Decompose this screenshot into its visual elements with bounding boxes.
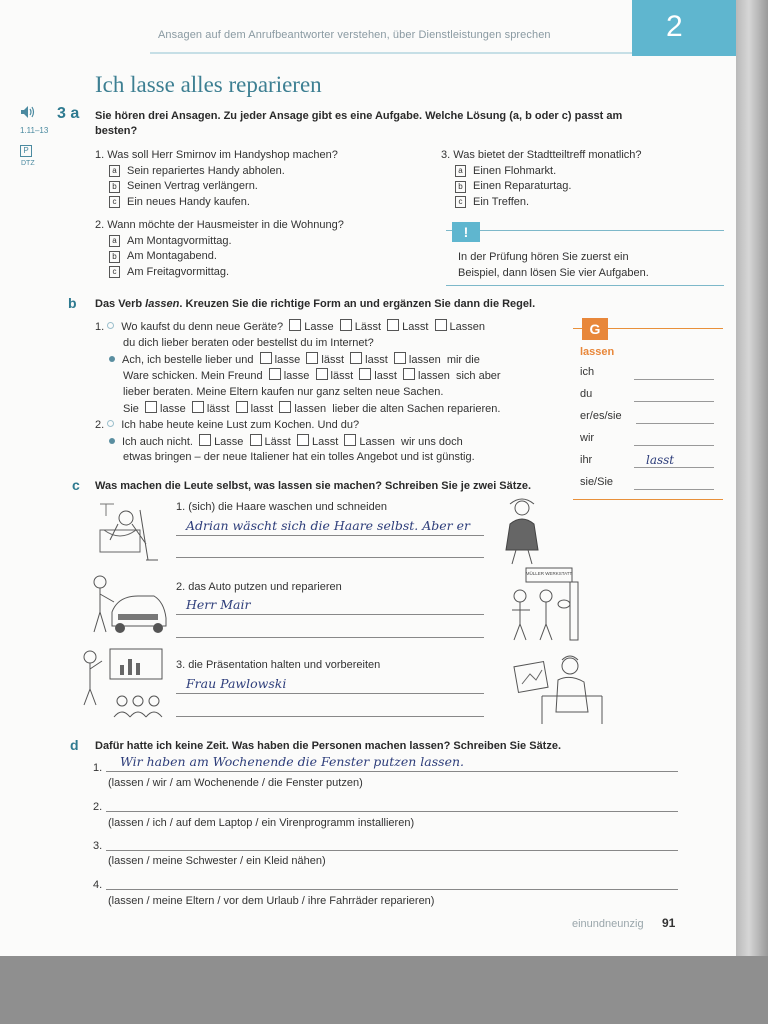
option-1b[interactable]: b Seinen Vertrag verlängern. [109,179,338,195]
answer-line [176,557,484,558]
answer-line [106,850,678,851]
grammar-row-ihr[interactable]: ihr lasst [580,454,714,470]
illustration-hair-washing [96,500,166,566]
illustration-hairdresser [496,494,546,566]
exam-marker-p: P [20,145,32,157]
exercise-c-answer-1[interactable]: Adrian wäscht sich die Haare selbst. Aber er [186,518,470,533]
checkbox-lasse-3[interactable] [269,368,281,380]
grammar-row-ich[interactable]: ich [580,366,714,382]
checkbox-lasst-5[interactable] [297,434,309,446]
grammar-tag: G [582,318,608,340]
grammar-row-er-es-sie[interactable]: er/es/sie [580,410,714,426]
exam-hint-text: In der Prüfung hören Sie zuerst ein Beispiel, dann lösen Sie vier Aufgaben. [458,251,649,279]
workshop-sign: MÜLLER WERKSTATT [525,571,573,576]
audio-speaker-icon [20,105,36,119]
option-1c[interactable]: c Ein neues Handy kaufen. [109,195,338,211]
exercise-c-prompt-2: 2. das Auto putzen und reparieren [176,581,342,593]
exercise-b-letter: b [68,295,77,311]
exercise-d-number: 4. [93,879,103,891]
exercise-b-dialog: 1. Wo kaufst du denn neue Geräte? Lasse Lässt Lasst Lassen du dich lieber beraten oder bestellst du im Internet? Ach, ich bestelle lieber und lasse lässt lasst lassen mir die Ware schicken. Mein Freund lasse lässt lasst lassen sich aber lieber beraten. Meine Eltern kaufen nur ganz selten neue Sachen. Sie lasse lässt lasst lassen lieber die alten Sachen reparieren. 2. Ich habe heute keine Lust zum Kochen. Und du? Ich auch nicht. Lasse Lässt Lasst Lassen wir uns doch etwas bringen – der neue Italiener hat ein tolles Angebot und ist günstig. [95,321,501,464]
answer-line [176,535,484,536]
checkbox-lassen-4[interactable] [279,401,291,413]
exercise-d-letter: d [70,737,79,753]
grammar-row-wir[interactable]: wir [580,432,714,448]
checkbox-lasse-5[interactable] [199,434,211,446]
exercise-3a-instruction: Sie hören drei Ansagen. Zu jeder Ansage gibt es eine Aufgabe. Welche Lösung (a, b oder c) passt am besten? [95,110,623,137]
exercise-c-answer-2[interactable]: Herr Mair [186,597,251,612]
answer-line [176,693,484,694]
question-2: 2. Wann möchte der Hausmeister in die Wohnung? a Am Montagvormittag. b Am Montagabend. c Am Freitagvormittag. [95,218,344,280]
checkbox-lassen-3[interactable] [403,368,415,380]
page-title: Ich lasse alles reparieren [95,72,322,97]
question-1: 1. Was soll Herr Smirnov im Handyshop machen? a Sein repariertes Handy abholen. b Seinen Vertrag verlängern. c Ein neues Handy kaufen. [95,148,338,210]
exercise-c-instruction: Was machen die Leute selbst, was lassen sie machen? Schreiben Sie je zwei Sätze. [95,480,532,492]
exercise-c-prompt-3: 3. die Präsentation halten und vorbereiten [176,659,381,671]
dtz-label: DTZ [21,160,35,167]
exercise-d-hint-4: (lassen / meine Eltern / vor dem Urlaub / ihre Fahrräder reparieren) [108,895,435,907]
option-1a[interactable]: a Sein repariertes Handy abholen. [109,164,338,180]
book-spine-edge [736,0,768,956]
page-header-subtitle: Ansagen auf dem Anrufbeantworter verstehen, über Dienstleistungen sprechen [158,29,551,41]
exercise-d-hint-3: (lassen / meine Schwester / ein Kleid nähen) [108,855,326,867]
exclamation-icon: ! [452,222,480,242]
answer-line [106,811,678,812]
answer-line [106,771,678,772]
grammar-row-sie-Sie[interactable]: sie/Sie [580,476,714,492]
chapter-tab [632,0,736,56]
exercise-c-answer-3[interactable]: Frau Pawlowski [186,676,287,691]
checkbox-laesst-5[interactable] [250,434,262,446]
header-divider [150,52,640,54]
checkbox-lassen-2[interactable] [394,352,406,364]
checkbox-lassen[interactable] [435,319,447,331]
option-2c[interactable]: c Am Freitagvormittag. [109,265,344,281]
exercise-d-number: 3. [93,840,103,852]
exercise-d-number: 2. [93,801,103,813]
answer-line [176,637,484,638]
chapter-number: 2 [666,10,683,43]
exercise-d-hint-2: (lassen / ich / auf dem Laptop / ein Virenprogramm installieren) [108,817,415,829]
checkbox-lasst-4[interactable] [236,401,248,413]
exercise-d-answer-1[interactable]: Wir haben am Wochenende die Fenster putzen lassen. [120,754,465,769]
page-number-word: einundneunzig [572,918,644,930]
option-3c[interactable]: c Ein Treffen. [455,195,642,211]
option-3b[interactable]: b Einen Reparaturtag. [455,179,642,195]
checkbox-lasse-4[interactable] [145,401,157,413]
exercise-number: 3 a [57,105,80,122]
grammar-heading: lassen [580,346,615,358]
checkbox-lasse-2[interactable] [260,352,272,364]
checkbox-lassen-5[interactable] [344,434,356,446]
checkbox-lasse[interactable] [289,319,301,331]
page-number: 91 [662,916,676,930]
checkbox-laesst-2[interactable] [306,352,318,364]
exercise-d-number: 1. [93,762,103,774]
checkbox-laesst[interactable] [340,319,352,331]
option-2a[interactable]: a Am Montagvormittag. [109,234,344,250]
answer-line [176,614,484,615]
checkbox-laesst-3[interactable] [316,368,328,380]
exercise-b-instruction: Das Verb lassen. Kreuzen Sie die richtige Form an und ergänzen Sie dann die Regel. [95,298,536,310]
grammar-row-du[interactable]: du [580,388,714,404]
answer-line [176,716,484,717]
illustration-presentation [76,645,168,719]
answer-line [106,889,678,890]
illustration-car-washing [88,572,168,636]
exercise-d-instruction: Dafür hatte ich keine Zeit. Was haben die Personen machen lassen? Schreiben Sie Sätze. [95,740,562,752]
option-2b[interactable]: b Am Montagabend. [109,249,344,265]
question-3: 3. Was bietet der Stadtteiltreff monatlich? a Einen Flohmarkt. b Einen Reparaturtag. c Ein Treffen. [441,148,642,210]
checkbox-laesst-4[interactable] [192,401,204,413]
exercise-c-prompt-1: 1. (sich) die Haare waschen und schneiden [176,501,387,513]
checkbox-lasst-2[interactable] [350,352,362,364]
audio-track-number: 1.11–13 [20,126,49,135]
illustration-car-workshop [504,566,582,642]
option-3a[interactable]: a Einen Flohmarkt. [455,164,642,180]
illustration-woman-at-computer [512,650,604,726]
exercise-c-letter: c [72,477,80,493]
exercise-d-hint-1: (lassen / wir / am Wochenende / die Fenster putzen) [108,777,363,789]
checkbox-lasst[interactable] [387,319,399,331]
checkbox-lasst-3[interactable] [359,368,371,380]
